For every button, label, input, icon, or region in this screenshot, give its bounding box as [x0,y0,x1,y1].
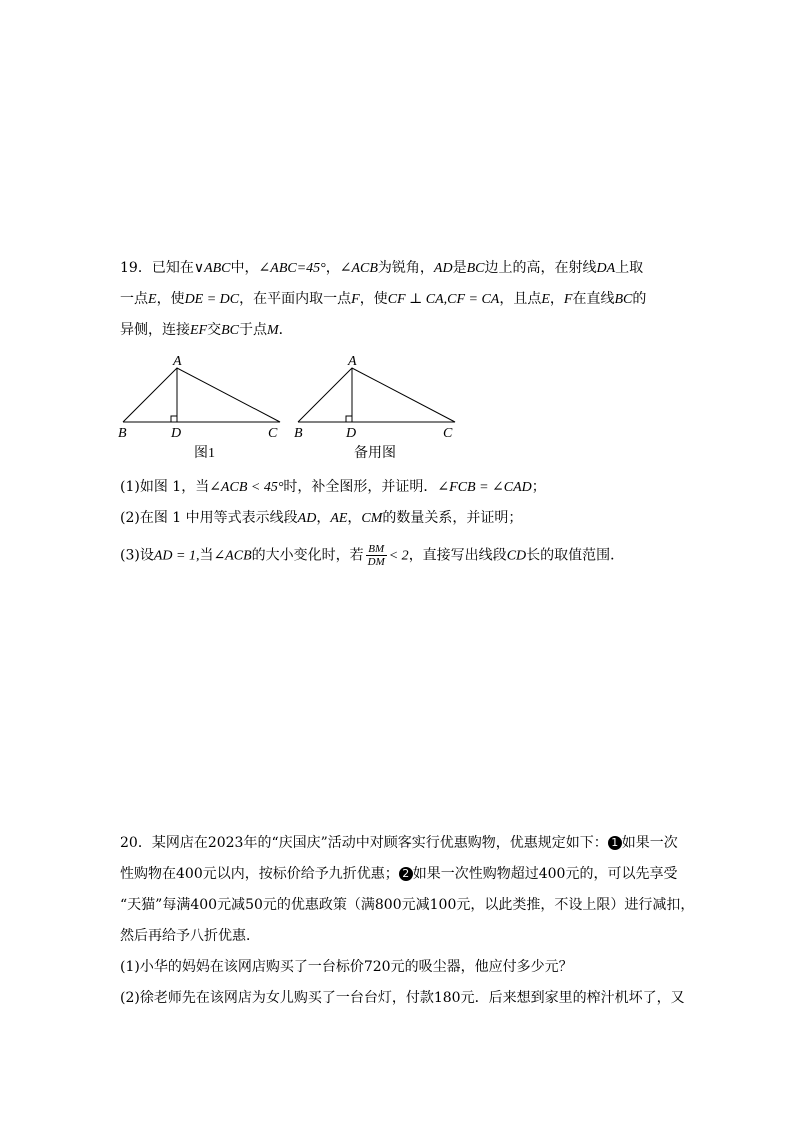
text: 元的吸尘器，他应付多少元？ [390,959,573,975]
q19-part-1 [120,477,546,498]
math: BC [614,292,633,307]
number: 100 [429,897,457,913]
math: CF ⊥ CA,CF = CA [387,292,500,307]
math: CD [506,548,527,564]
text: 边上的高，在射线 [484,260,597,276]
figure-2 [298,368,455,422]
right-angle-mark-2 [346,416,352,422]
text: ； [531,479,546,495]
number: 400 [538,866,566,882]
math: E [541,292,550,307]
math: ∠ACB [339,261,378,276]
math: AD [433,261,453,276]
text: 然后再给予八折优惠． [120,928,260,944]
number: 720 [363,959,391,975]
label-D-2: D [346,426,357,441]
math: AE [330,511,348,526]
math: ∠ACB [213,548,252,564]
math: F [351,292,360,307]
label-A-1: A [173,354,182,369]
text: 当 [199,547,214,564]
text: ， [325,260,340,276]
text: (2)徐老师先在该网店为女儿购买了一台台灯，付款 [120,990,434,1006]
fraction-denominator: DM [367,556,385,568]
text: 为锐角， [377,260,434,276]
label-C-2: C [443,426,453,441]
text: (1)如图 1，当 [120,479,210,495]
text: ， [316,510,331,526]
text: 如果一次 [621,835,678,851]
figure-2-caption: 备用图 [354,446,396,461]
q19-line-2 [120,289,646,310]
text: 时，补全图形，并证明． [283,479,438,495]
math: CM [361,511,383,526]
math: E [148,292,157,307]
q20-line-3 [120,895,694,915]
math: M [267,323,279,338]
text: 长的取值范围． [526,547,625,564]
triangle-1 [123,368,280,422]
math: AD = 1, [153,548,200,564]
label-B-2: B [294,426,303,441]
fraction-bm-dm [366,543,387,568]
q20-line-2 [120,864,677,884]
text: ． [278,322,293,338]
text: 是 [452,260,467,276]
text: 如果一次性购物超过 [412,866,539,882]
text: 上取 [615,260,644,276]
text: (1)小华的妈妈在该网店购买了一台标价 [120,959,364,975]
text: 在直线 [572,291,615,307]
q19-part-2 [120,508,522,529]
number: 2023 [207,835,244,851]
number: 50 [245,897,263,913]
math: BC [466,261,485,276]
text: “天猫”每满 [120,897,191,913]
text: 元以内，按标价给予九折优惠； [202,866,399,882]
text: 元减 [217,897,246,913]
text: 一点 [120,291,148,307]
circled-number-1: 1 [608,836,622,850]
text: 异侧，连接 [120,322,190,338]
q20-line-4 [120,926,260,946]
fraction-numerator: BM [366,543,387,556]
label-A-2: A [348,354,357,369]
math: ∠ACB < 45° [209,480,284,495]
number: 800 [374,897,402,913]
number: 400 [176,866,203,882]
math: DA [596,261,616,276]
text: ，且点 [499,291,542,307]
text: ，使 [359,291,388,307]
text: ，使 [156,291,185,307]
text: ， [347,510,362,526]
text: 的大小变化时，若 [251,547,364,564]
label-C-1: C [268,426,278,441]
text: 中， [230,260,259,276]
figure-1-caption: 图1 [194,446,215,461]
text: 元．后来想到家里的榨汁机坏了，又 [460,990,685,1006]
text: 性购物在 [120,866,176,882]
text: (2)在图 1 中用等式表示线段 [120,510,298,526]
math: < 2 [388,548,409,564]
math: EF [190,323,208,338]
text: 元减 [401,897,430,913]
text: 交 [207,322,222,338]
text: 元的优惠政策（满 [262,897,375,913]
q19-part-3 [120,543,624,568]
text: 于点 [239,322,267,338]
math: DE = DC [184,292,240,307]
q20-part-1 [120,957,573,977]
math: ∠ABC=45° [258,261,326,276]
right-angle-mark-1 [171,416,177,422]
number: 400 [190,897,218,913]
figure-1 [123,368,280,422]
math: BC [221,323,239,338]
math: F [563,292,573,307]
q20-part-2 [120,988,685,1008]
text: 元，以此类推，不设上限）进行减扣， [456,897,695,913]
text: (3)设 [120,547,154,564]
q19-figures [110,350,470,465]
text: 20．某网店在 [120,835,208,851]
math: ∠FCB = ∠CAD [437,480,532,495]
q19-line-1 [120,258,643,279]
text: ，直接写出线段 [408,547,507,564]
text: ，在平面内取一点 [239,291,352,307]
number: 180 [433,990,461,1006]
triangle-2 [298,368,455,422]
label-D-1: D [171,426,182,441]
q20-line-1 [120,833,678,853]
text: 19．已知在 [120,260,194,276]
math: ∨ABC [193,261,231,276]
q19-line-3 [120,320,293,341]
text: 年的“庆国庆”活动中对顾客实行优惠购物，优惠规定如下： [243,835,608,851]
math: AD [297,511,317,526]
label-B-1: B [118,426,127,441]
text: 的 [632,291,647,307]
text: 的数量关系，并证明； [382,510,523,526]
circled-number-2: 2 [399,867,413,881]
text: 元的，可以先享受 [565,866,678,882]
text: ， [549,291,564,307]
